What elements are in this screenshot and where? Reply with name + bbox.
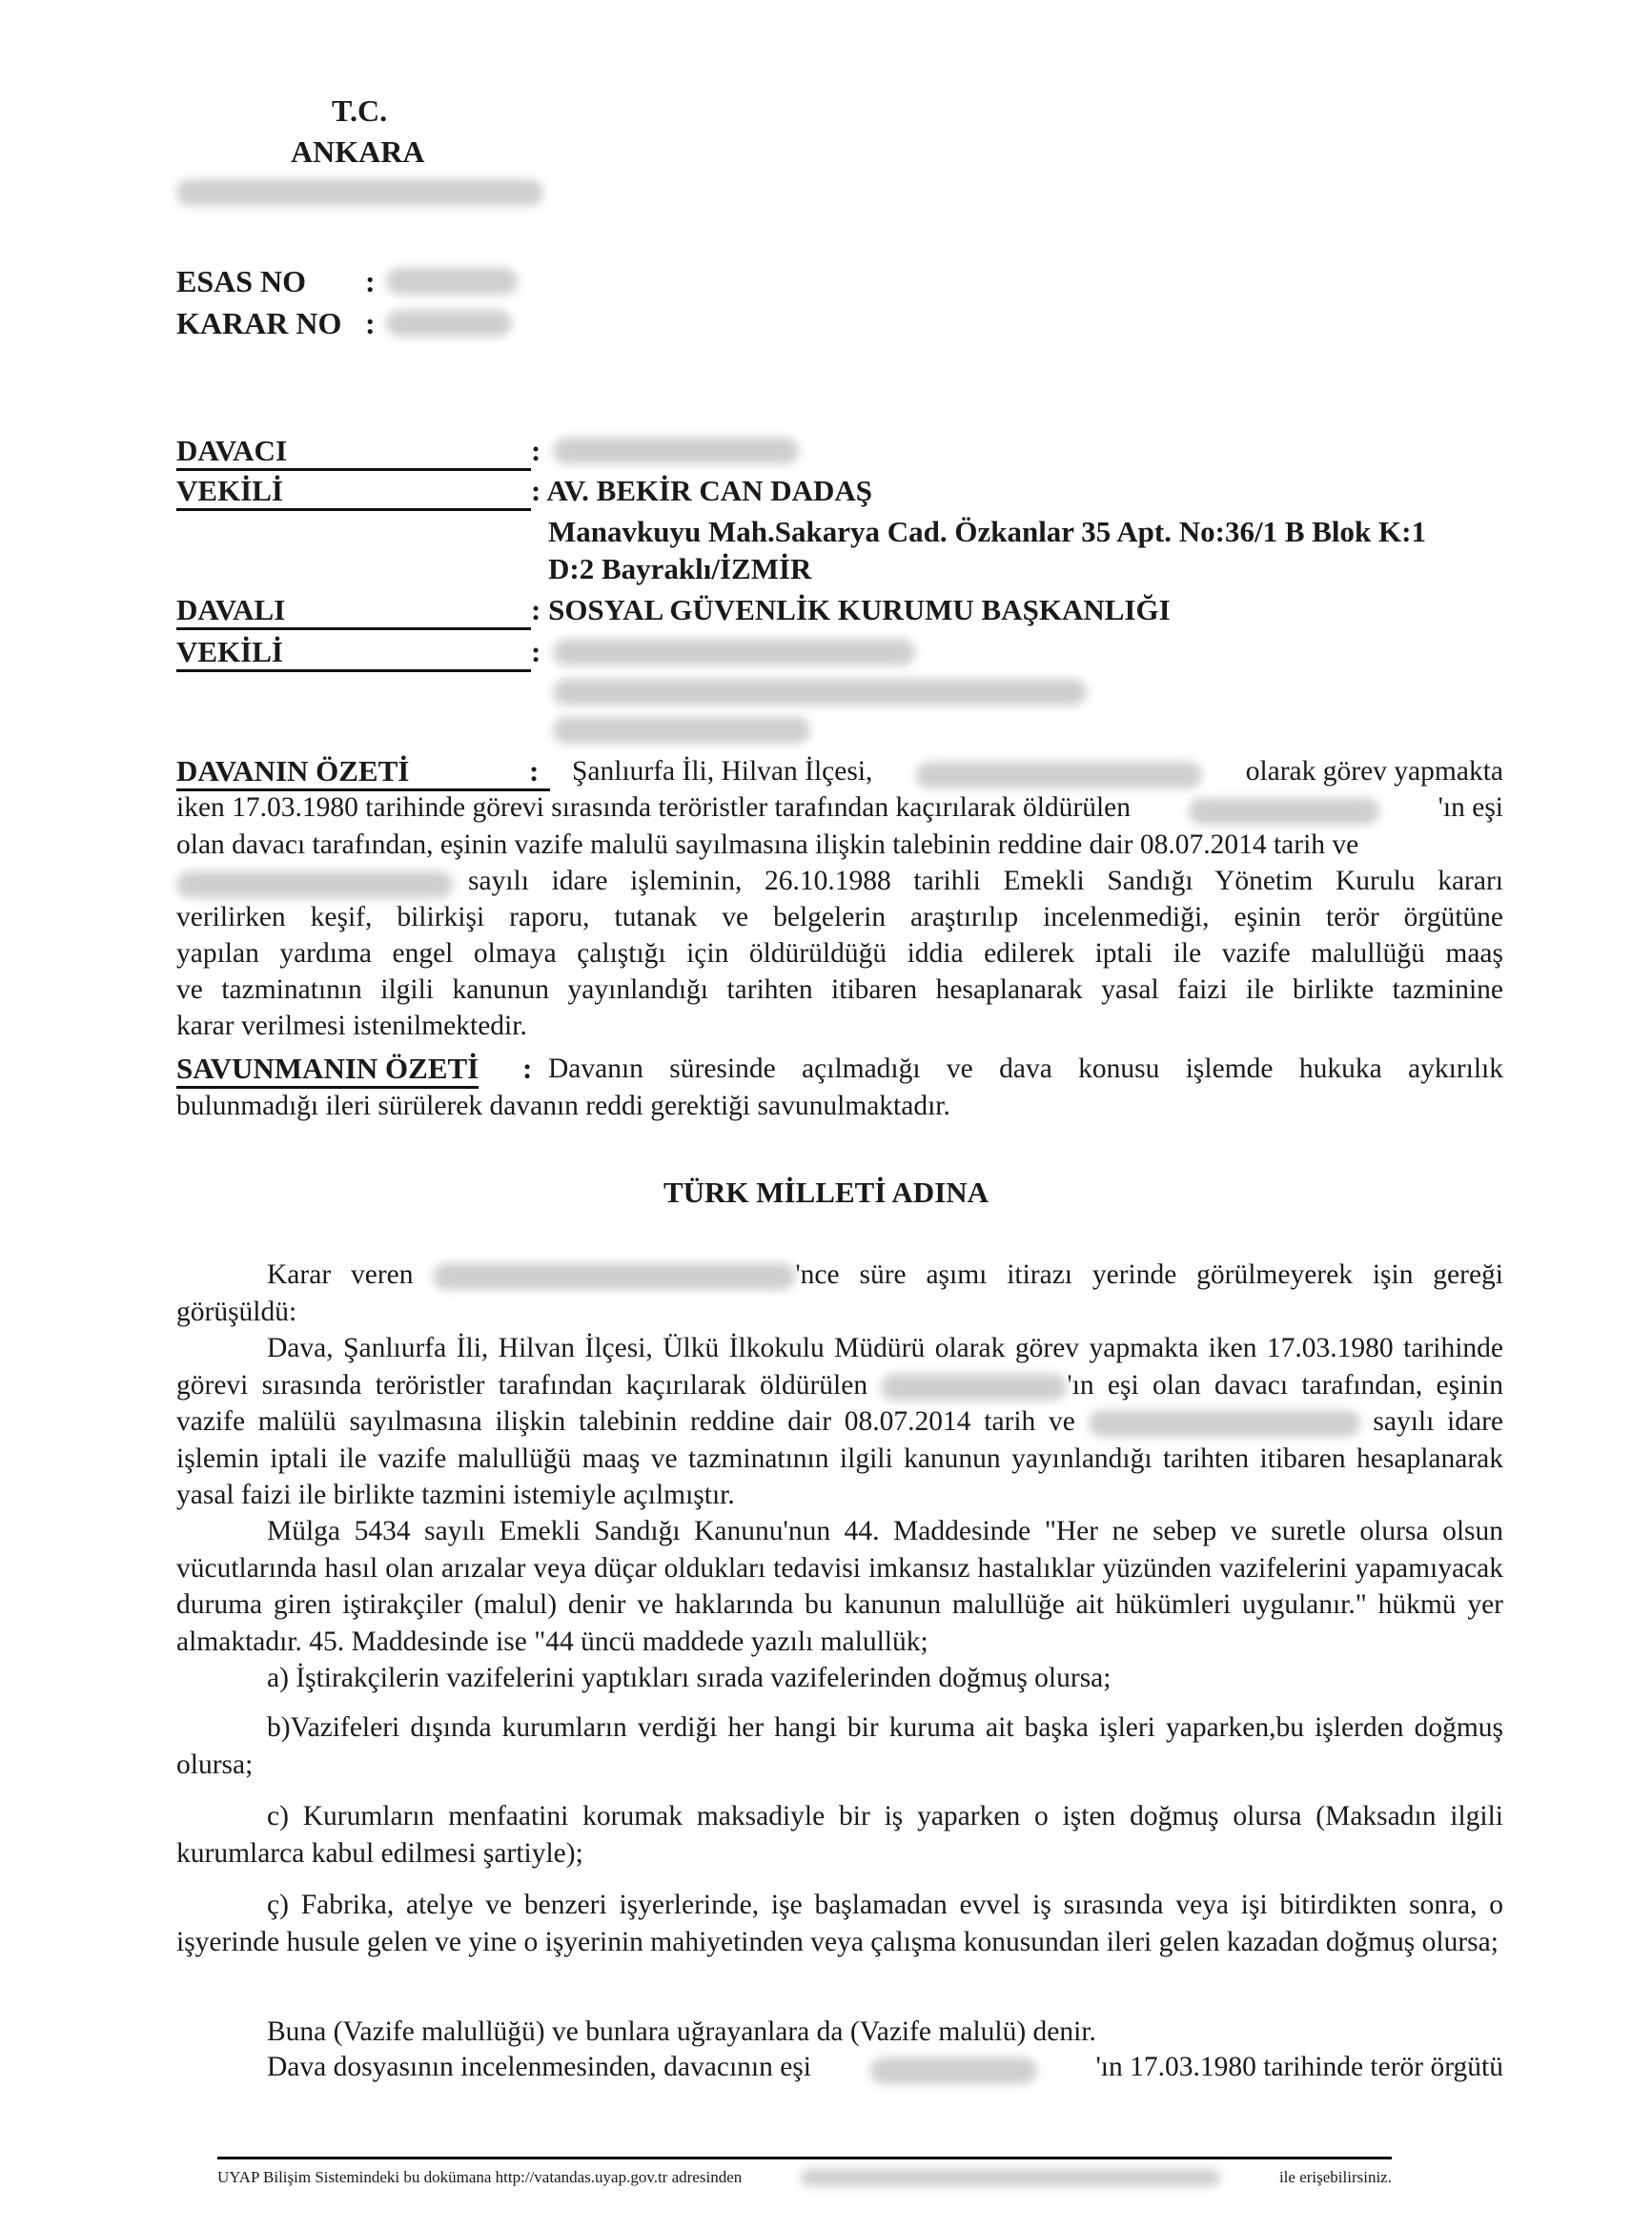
karar-no-colon: : — [365, 306, 376, 340]
esas-no-value-redacted — [386, 268, 518, 295]
footer — [217, 2168, 1392, 2187]
body-p5-a: Dava dosyasının incelenmesinden, davacının eşi — [267, 2052, 811, 2082]
article-item-b: b)Vazifeleri dışında kurumların verdiği her hangi bir kuruma ait başka işleri yaparken,bu işlerden doğmuş olursa; — [176, 1712, 1503, 1780]
city-heading: ANKARA — [291, 134, 425, 169]
davaci-vekili-label: VEKİLİ — [176, 474, 531, 511]
defense-title: SAVUNMANIN ÖZETİ — [176, 1052, 479, 1089]
body-paragraph-3: Mülga 5434 sayılı Emekli Sandığı Kanunu'nun 44. Maddesinde "Her ne sebep ve suretle olursa olsun vücutlarında hasıl olan arızalar veya düçar oldukları tedavisi imkansız hastalıklar yüzünden vazifelerini yapamıyacak duruma giren iştirakçiler (malul) denir ve haklarında bu kanunun malullüğe ait hükümleri uygulanır." hükmü yer almaktadır. 45. Maddesinde ise "44 üncü maddede yazılı malullük; — [176, 1516, 1503, 1657]
body-paragraph-4: Buna (Vazife malullüğü) ve bunlara uğrayanlara da (Vazife malulü) denir. — [267, 2016, 1096, 2047]
summary-line-4 — [176, 866, 1503, 898]
court-name-redacted — [176, 179, 543, 206]
davali-vekili-label: VEKİLİ — [176, 635, 531, 672]
court-name-inline-redacted — [433, 1263, 795, 1290]
footer-divider — [217, 2157, 1392, 2159]
summary-line-2a: iken 17.03.1980 tarihinde görevi sırasında teröristler tarafından kaçırılarak öldürülen — [176, 792, 1132, 823]
body-paragraph-1 — [176, 1257, 1503, 1330]
davaci-vekili-address-2: D:2 Bayraklı/İZMİR — [548, 552, 812, 585]
article-item-cc: ç) Fabrika, atelye ve benzeri işyerlerinde, işe başlamadan evvel iş sırasında veya işi bitirdikten sonra, o işyerinde husule gelen ve yine o işyerinin mahiyetinden veya çalışma konusundan ileri gelen kazadan doğmuş olursa; — [176, 1890, 1503, 1957]
karar-no-label: KARAR NO — [176, 306, 342, 340]
document-no-redacted — [176, 871, 453, 898]
summary-line-6: yapılan yardıma engel olmaya çalıştığı için öldürüldüğü iddia edilerek iptali ile vazife malullüğü maaş — [176, 938, 1503, 969]
summary-line-2 — [176, 792, 1503, 825]
body-p2-c: sayılı idare işlemin iptali ile vazife malullüğü maaş ve tazminatının ilgili kanunun yayınlandığı tarihten itibaren hesaplanarak yasal faizi ile birlikte tazmini istemiyle açılmıştır. — [176, 1406, 1504, 1510]
summary-line-1a: Şanlıurfa İli, Hilvan İlçesi, — [572, 756, 873, 787]
davali-vekili-address-redacted — [553, 679, 1087, 706]
esas-no-colon: : — [365, 264, 376, 298]
document-no-inline-redacted — [1089, 1410, 1360, 1437]
davaci-colon: : — [531, 434, 541, 467]
victim-name-redacted — [1189, 798, 1379, 825]
body-p2-a: Dava, Şanlıurfa İli, Hilvan İlçesi, Ülkü İlkokulu Müdürü olarak görev yapmakta iken 17.03.1980 tarihinde görevi sırasında teröristler tarafından kaçırılarak öldürülen — [176, 1333, 1503, 1401]
article-item-c: c) Kurumların menfaatini korumak maksadiyle bir iş yaparken o işten doğmuş olursa (Maksadın ilgili kurumlarca kabul edilmesi şartiyle); — [176, 1801, 1503, 1869]
victim-name-inline-redacted — [881, 1374, 1067, 1401]
summary-line-7: ve tazminatının ilgili kanunun yayınlandığı tarihten itibaren hesaplanarak yasal faizi ile birlikte tazminine — [176, 974, 1503, 1005]
body-p1-b: 'nce süre aşımı itirazı yerinde görülmeyerek işin gereği görüşüldü: — [176, 1259, 1504, 1327]
davaci-label: DAVACI — [176, 434, 531, 471]
body-paragraph-5 — [267, 2052, 1503, 2084]
summary-line-2b: 'ın eşi — [1438, 792, 1503, 823]
defense-colon: : — [522, 1052, 533, 1085]
summary-line-8: karar verilmesi istenilmektedir. — [176, 1011, 527, 1041]
decision-title: TÜRK MİLLETİ ADINA — [663, 1176, 989, 1209]
footer-code-redacted — [801, 2169, 1220, 2186]
summary-title: DAVANIN ÖZETİ — [176, 754, 550, 791]
davaci-name-redacted — [553, 438, 799, 464]
school-name-redacted — [916, 762, 1202, 788]
karar-no-value-redacted — [386, 310, 512, 337]
summary-line-5: verilirken keşif, bilirkişi raporu, tutanak ve belgelerin araştırılıp incelenmediği, eşinin terör örgütüne — [176, 902, 1503, 932]
footer-text-right: ile erişebilirsiniz. — [1278, 2168, 1392, 2186]
davali-label: DAVALI — [176, 593, 531, 630]
defense-line-1: Davanın süresinde açılmadığı ve dava konusu işlemde hukuka aykırılık — [548, 1054, 1503, 1084]
body-p1-a: Karar veren — [267, 1259, 414, 1290]
summary-line-4b: sayılı idare işleminin, 26.10.1988 tarihli Emekli Sandığı Yönetim Kurulu kararı — [468, 866, 1503, 896]
summary-line-3: olan davacı tarafından, eşinin vazife malulü sayılmasına ilişkin talebinin reddine dair 08.07.2014 tarih ve — [176, 829, 1359, 860]
davali-vekili-colon: : — [531, 635, 541, 668]
tc-heading: T.C. — [332, 93, 388, 128]
summary-line-1 — [572, 756, 1503, 788]
davali-name: : SOSYAL GÜVENLİK KURUMU BAŞKANLIĞI — [531, 593, 1171, 626]
esas-no-label: ESAS NO — [176, 264, 307, 298]
davali-vekili-city-redacted — [553, 717, 810, 744]
article-item-a: a) İştirakçilerin vazifelerini yaptıkları sırada vazifelerinden doğmuş olursa; — [267, 1663, 1112, 1693]
defense-line-2: bulunmadığı ileri sürülerek davanın reddi gerektiği savunulmaktadır. — [176, 1091, 950, 1121]
summary-line-1b: olarak görev yapmakta — [1245, 756, 1503, 787]
davaci-vekili-name: : AV. BEKİR CAN DADAŞ — [531, 474, 873, 507]
body-p2-b: 'ın eşi olan davacı tarafından, eşinin vazife malülü sayılmasına ilişkin talebinin reddine dair 08.07.2014 tarih ve — [176, 1369, 1504, 1437]
footer-text-left: UYAP Bilişim Sistemindeki bu dokümana http://vatandas.uyap.gov.tr adresinden — [217, 2168, 743, 2186]
davali-vekili-name-redacted — [553, 639, 915, 665]
body-p5-b: 'ın 17.03.1980 tarihinde terör örgütü — [1095, 2052, 1503, 2082]
spouse-name-redacted — [870, 2057, 1037, 2084]
summary-colon: : — [529, 754, 540, 788]
davaci-vekili-address-1: Manavkuyu Mah.Sakarya Cad. Özkanlar 35 Apt. No:36/1 B Blok K:1 — [548, 515, 1426, 548]
body-paragraph-2 — [176, 1330, 1503, 1514]
